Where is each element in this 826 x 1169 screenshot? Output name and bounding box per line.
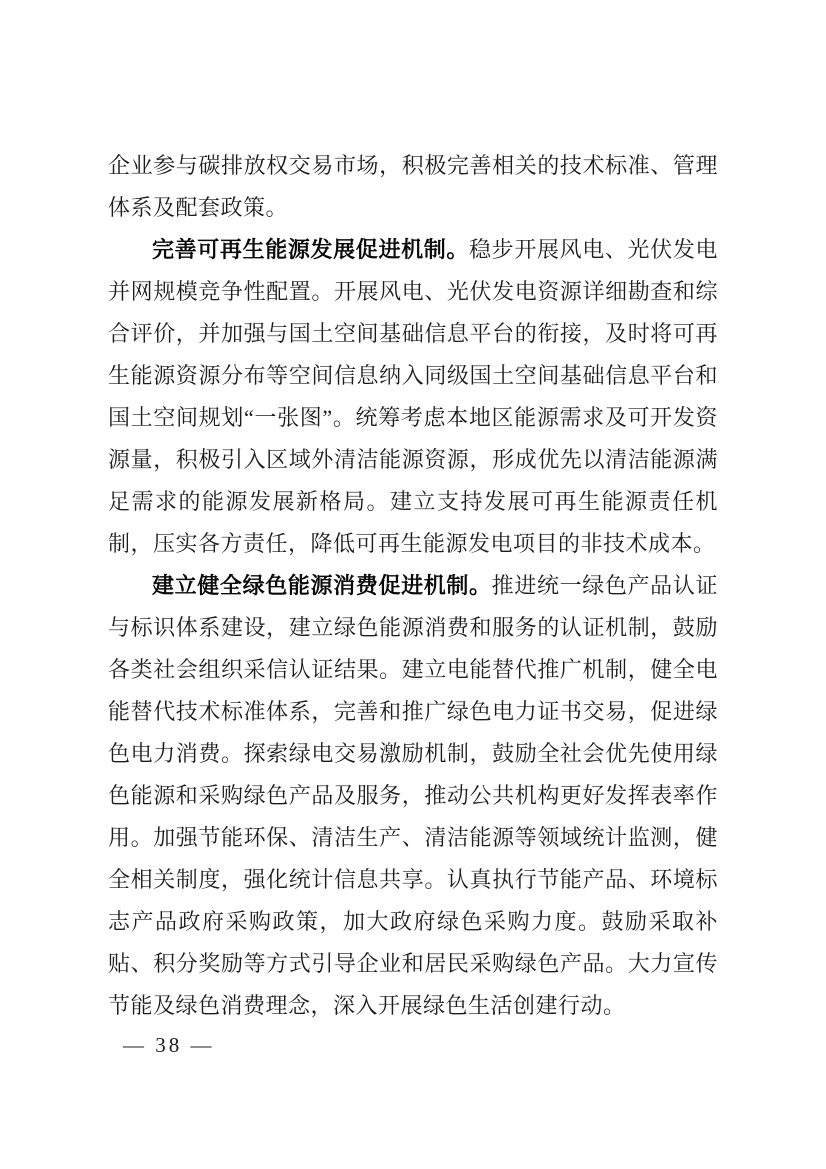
paragraph-text: 稳步开展风电、光伏发电并网规模竞争性配置。开展风电、光伏发电资源详细勘查和综合评价，并加强与国土空间基础信息平台的衔接，及时将可再生能源资源分布等空间信息纳入同级国土空间基础信息平台和国土空间规划“一张图”。统筹考虑本地区能源需求及可开发资源量，积极引入区域外清洁能源资源，形成优先以清洁能源满足需求的能源发展新格局。建立支持发展可再生能源责任机制，压实各方责任，降低可再生能源发电项目的非技术成本。 <box>108 237 718 556</box>
paragraph-text: 企业参与碳排放权交易市场，积极完善相关的技术标准、管理体系及配套政策。 <box>108 153 718 220</box>
paragraph-continuation <box>108 145 718 229</box>
paragraph-bold-lead: 完善可再生能源发展促进机制。 <box>152 237 470 262</box>
paragraph-text: 推进统一绿色产品认证与标识体系建设，建立绿色能源消费和服务的认证机制，鼓励各类社会组织采信认证结果。建立电能替代推广机制，健全电能替代技术标准体系，完善和推广绿色电力证书交易，促进绿色电力消费。探索绿电交易激励机制，鼓励全社会优先使用绿色能源和采购绿色产品及服务，推动公共机构更好发挥表率作用。加强节能环保、清洁生产、清洁能源等领域统计监测，健全相关制度，强化统计信息共享。认真执行节能产品、环境标志产品政府采购政策，加大政府绿色采购力度。鼓励采取补贴、积分奖励等方式引导企业和居民采购绿色产品。大力宣传节能及绿色消费理念，深入开展绿色生活创建行动。 <box>108 573 718 1018</box>
page-number: — 38 — <box>123 1033 215 1057</box>
paragraph-green-energy-consumption <box>108 565 718 1027</box>
page-footer <box>123 1030 215 1060</box>
paragraph-renewable-energy-mechanism <box>108 229 718 565</box>
paragraph-bold-lead: 建立健全绿色能源消费促进机制。 <box>152 573 492 598</box>
document-body <box>108 145 718 1027</box>
